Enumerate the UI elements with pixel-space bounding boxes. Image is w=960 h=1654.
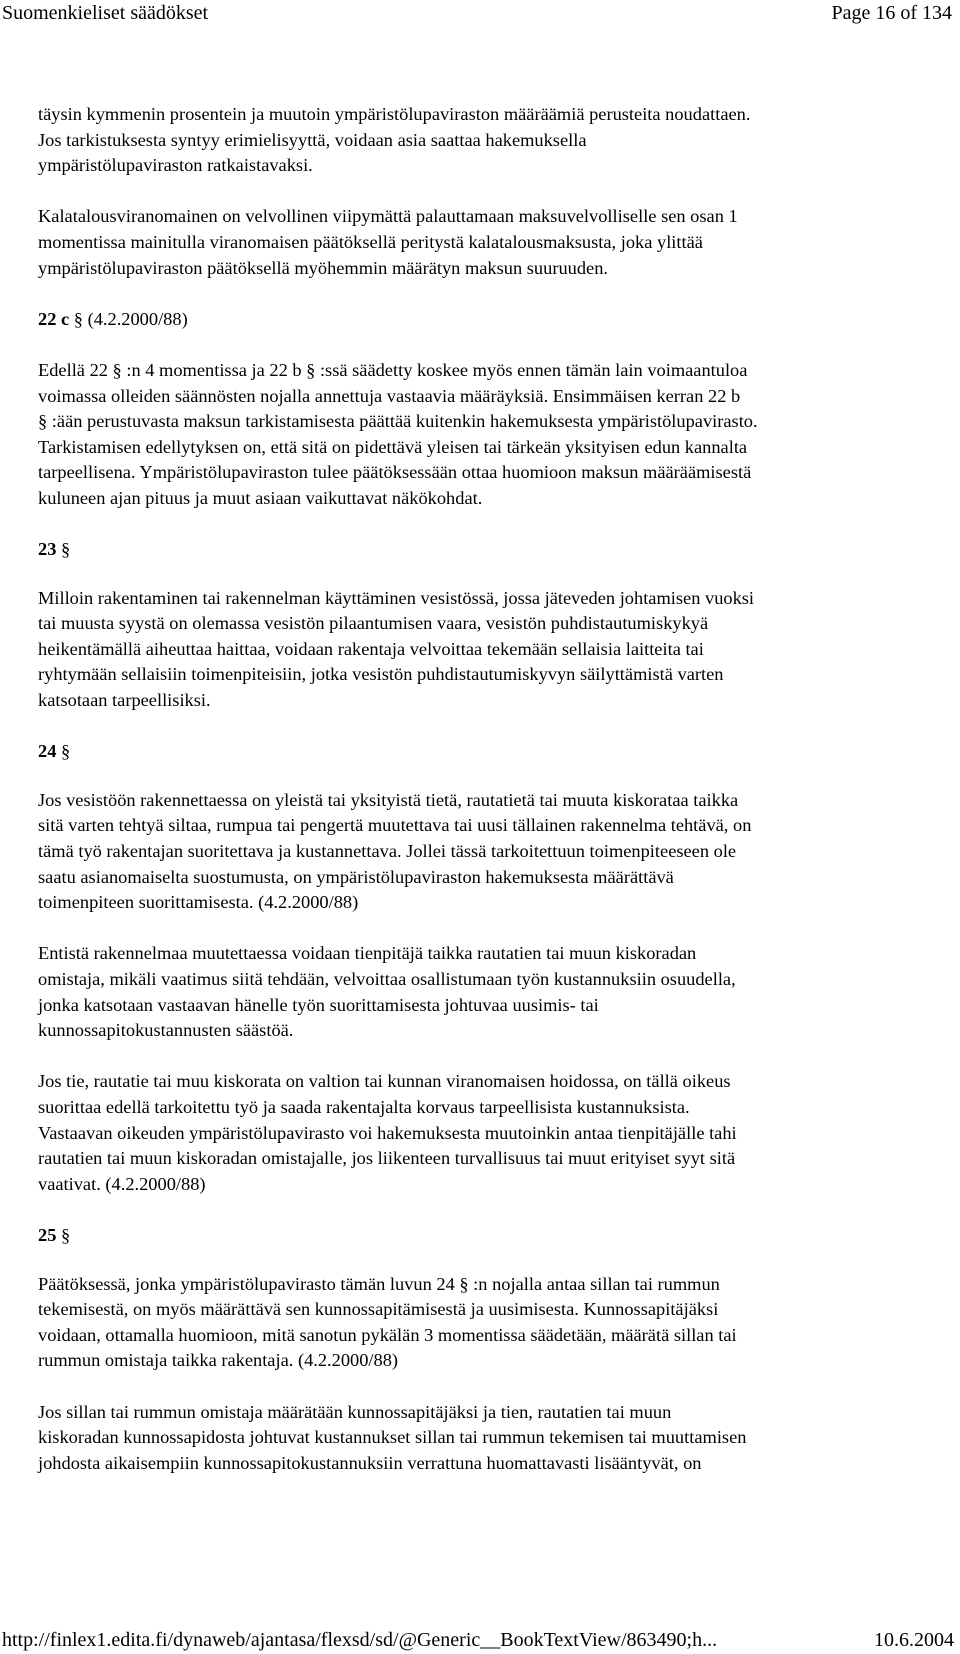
section-sign: § xyxy=(61,539,71,560)
section-heading-24 xyxy=(38,739,948,765)
section-number: 23 xyxy=(38,539,57,560)
paragraph xyxy=(38,102,948,179)
text-line: Kalatalousviranomainen on velvollinen viipymättä palauttamaan maksuvelvolliselle sen osan 1 xyxy=(38,206,738,227)
paragraph xyxy=(38,1272,948,1374)
paragraph xyxy=(38,586,948,714)
text-line: ympäristölupaviraston ratkaistavaksi. xyxy=(38,155,313,176)
section-number: 25 xyxy=(38,1224,57,1245)
text-line: suorittaa edellä tarkoitettu työ ja saada rakentajalta korvaus tarpeellisista kustannuksista. xyxy=(38,1096,690,1117)
text-line: voimassa olleiden säännösten nojalla annettuja vastaavia määräyksiä. Ensimmäisen kerran 22 b xyxy=(38,385,741,406)
print-date: 10.6.2004 xyxy=(874,1629,954,1651)
text-line: tämä työ rakentajan suoritettava ja kustannettava. Jollei tässä tarkoitettuun toimenpiteeseen ole xyxy=(38,841,737,862)
text-line: momentissa mainitulla viranomaisen päätöksellä peritystä kalatalousmaksusta, joka ylittää xyxy=(38,231,703,252)
text-line: tarpeellisena. Ympäristölupaviraston tulee päätöksessään ottaa huomioon maksun määräämisestä xyxy=(38,462,752,483)
page-number: Page 16 of 134 xyxy=(831,2,952,24)
text-line: voidaan, ottamalla huomioon, mitä sanotun pykälän 3 momentissa säädetään, määrätä sillan tai xyxy=(38,1324,737,1345)
section-sign: § xyxy=(61,741,71,762)
text-line: täysin kymmenin prosentein ja muutoin ympäristölupaviraston määräämiä perusteita noudattaen. xyxy=(38,104,751,124)
text-line: kunnossapitokustannusten säästöä. xyxy=(38,1020,294,1041)
document-title: Suomenkieliset säädökset xyxy=(2,2,209,24)
text-line: tekemisestä, on myös määrättävä sen kunnossapitämisestä ja uusimisesta. Kunnossapitäjäksi xyxy=(38,1299,719,1320)
text-line: Jos tie, rautatie tai muu kiskorata on valtion tai kunnan viranomaisen hoidossa, on tällä oikeus xyxy=(38,1071,731,1092)
text-line: omistaja, mikäli vaatimus siitä tehdään, velvoittaa osallistumaan työn kustannuksiin osuudella, xyxy=(38,969,736,989)
paragraph xyxy=(38,788,948,916)
section-sign: § xyxy=(73,308,83,329)
section-heading-23 xyxy=(38,537,948,563)
text-line: § :ään perustuvasta maksun tarkistamisesta päättää kuitenkin hakemuksesta ympäristölupavirasto. xyxy=(38,411,758,432)
text-line: Entistä rakennelmaa muutettaessa voidaan tienpitäjä taikka rautatien tai muun kiskoradan xyxy=(38,943,697,964)
text-line: Jos sillan tai rummun omistaja määrätään kunnossapitäjäksi ja tien, rautatien tai muun xyxy=(38,1401,672,1422)
paragraph xyxy=(38,1069,948,1197)
section-number: 24 xyxy=(38,741,57,762)
text-line: Päätöksessä, jonka ympäristölupavirasto tämän luvun 24 § :n nojalla antaa sillan tai rummun xyxy=(38,1273,720,1294)
paragraph xyxy=(38,941,948,1043)
section-number: 22 c xyxy=(38,308,70,329)
text-line: ympäristölupaviraston päätöksellä myöhemmin määrätyn maksun suuruuden. xyxy=(38,257,608,278)
text-line: Milloin rakentaminen tai rakennelman käyttäminen vesistössä, jossa jäteveden johtamisen vuoksi xyxy=(38,587,755,608)
text-line: sitä varten tehtyä siltaa, rumpua tai pengertä muutettava tai uusi tällainen rakennelma tehtävä, on xyxy=(38,815,752,836)
text-line: Jos vesistöön rakennettaessa on yleistä tai yksityistä tietä, rautatietä tai muuta kiskorataa taikka xyxy=(38,789,739,810)
text-line: ryhtymään sellaisiin toimenpiteisiin, jotka vesistön puhdistautumiskyvyn säilyttämistä varten xyxy=(38,664,724,685)
text-line: rummun omistaja taikka rakentaja. (4.2.2000/88) xyxy=(38,1350,399,1371)
text-line: Edellä 22 § :n 4 momentissa ja 22 b § :ssä säädetty koskee myös ennen tämän lain voimaantuloa xyxy=(38,359,748,380)
page-footer xyxy=(0,1624,960,1654)
section-sign: § xyxy=(61,1224,71,1245)
text-line: tai muusta syystä on olemassa vesistön pilaantumisen vaara, vesistön puhdistautumiskykyä xyxy=(38,613,709,634)
section-heading-22c xyxy=(38,307,948,333)
source-url: http://finlex1.edita.fi/dynaweb/ajantasa/flexsd/sd/@Generic__BookTextView/863490;h... xyxy=(2,1629,718,1651)
text-line: kiskoradan kunnossapidosta johtuvat kustannukset sillan tai rummun tekemisen tai muuttamisen xyxy=(38,1427,747,1448)
text-line: kuluneen ajan pituus ja muut asiaan vaikuttavat näkökohdat. xyxy=(38,487,483,508)
text-line: Tarkistamisen edellytyksen on, että sitä on pidettävä yleisen tai tärkeän yksityisen edun kannalta xyxy=(38,436,748,457)
paragraph xyxy=(38,204,948,281)
text-line: toimenpiteen suorittamisesta. (4.2.2000/88) xyxy=(38,892,359,913)
paragraph xyxy=(38,358,948,512)
paragraph xyxy=(38,1400,948,1477)
text-line: Jos tarkistuksesta syntyy erimielisyyttä, voidaan asia saattaa hakemuksella xyxy=(38,129,587,150)
text-line: heikentämällä aiheuttaa haittaa, voidaan rakentaja velvoittaa tekemään sellaisia laitteita tai xyxy=(38,638,704,659)
amendment-note: (4.2.2000/88) xyxy=(87,308,188,329)
document-body xyxy=(38,102,948,1476)
text-line: rautatien tai muun kiskoradan omistajalle, jos liikenteen turvallisuus tai muut erityiset syyt sitä xyxy=(38,1148,736,1169)
text-line: saatu asianomaiselta suostumusta, on ympäristölupaviraston hakemuksesta määrättävä xyxy=(38,866,674,887)
page-header xyxy=(0,0,960,34)
text-line: vaativat. (4.2.2000/88) xyxy=(38,1173,206,1194)
text-line: johdosta aikaisempiin kunnossapitokustannuksiin verrattuna huomattavasti lisääntyvät, on xyxy=(38,1452,702,1473)
text-line: katsotaan tarpeellisiksi. xyxy=(38,690,211,711)
section-heading-25 xyxy=(38,1223,948,1249)
text-line: jonka katsotaan vastaavan hänelle työn suorittamisesta johtuvaa uusimis- tai xyxy=(38,994,599,1015)
text-line: Vastaavan oikeuden ympäristölupavirasto voi hakemuksesta muutoinkin antaa tienpitäjälle tahi xyxy=(38,1122,737,1143)
